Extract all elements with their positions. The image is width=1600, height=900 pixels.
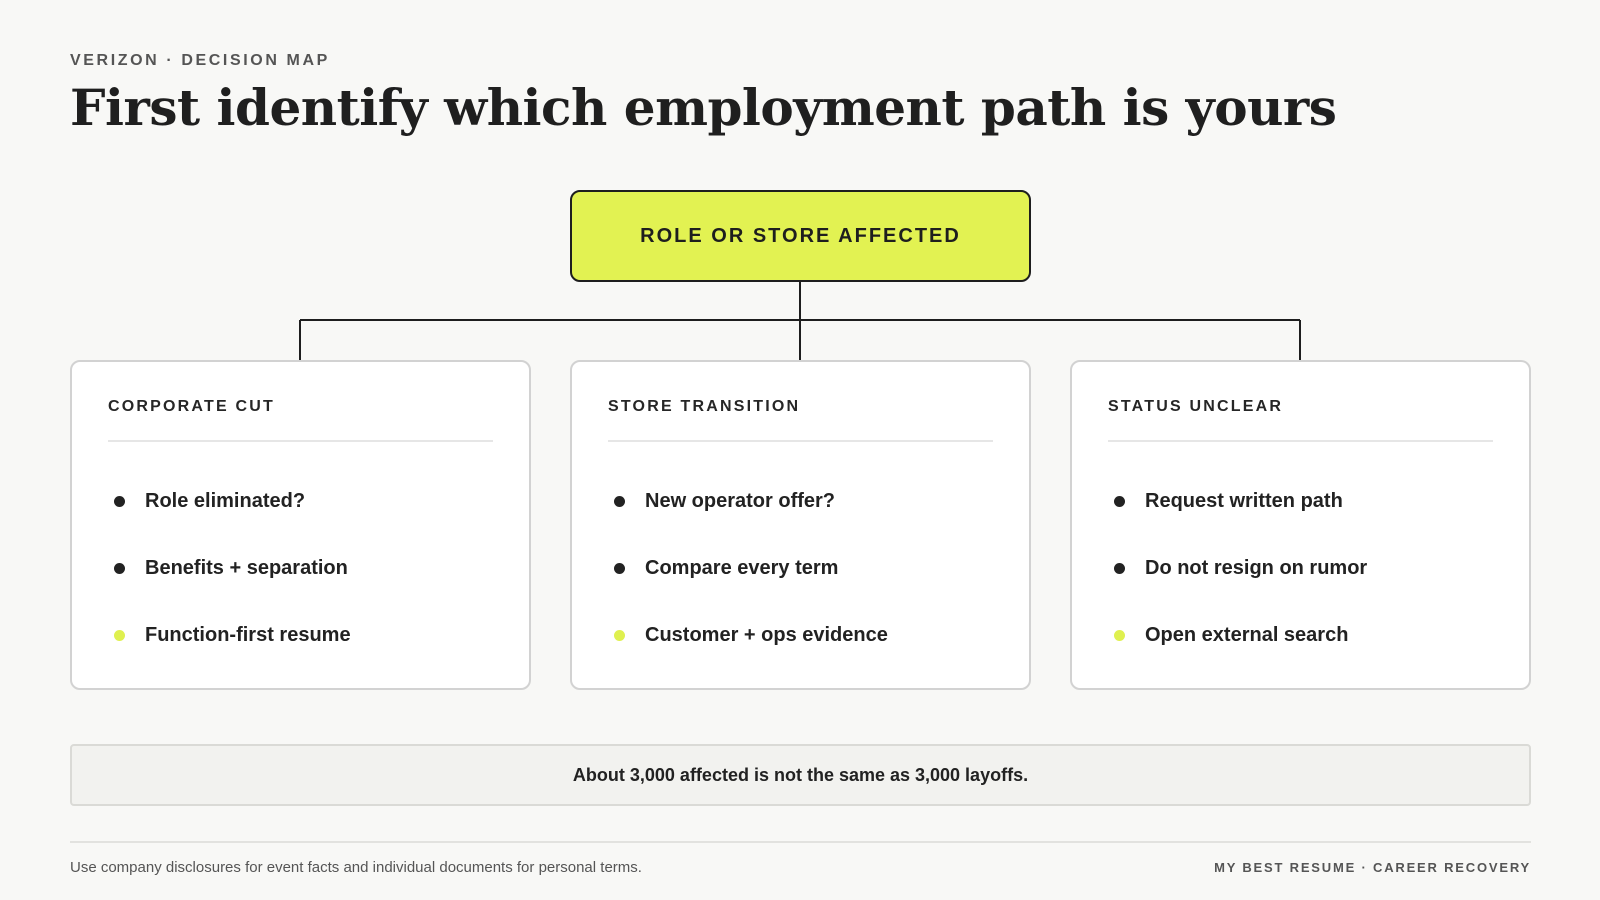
list-item — [108, 535, 493, 602]
list-item-label: Role eliminated? — [145, 490, 306, 512]
root-node: ROLE OR STORE AFFECTED — [570, 190, 1031, 282]
list-item — [1108, 535, 1493, 602]
list-item-label: Benefits + separation — [145, 557, 348, 579]
card-title: CORPORATE CUT — [108, 398, 493, 442]
list-item-label: Function-first resume — [145, 624, 351, 646]
list-item-label: Compare every term — [645, 557, 839, 579]
eyebrow-label: VERIZON · DECISION MAP — [70, 52, 330, 69]
list-item-label: New operator offer? — [645, 490, 836, 512]
bullet-dark-icon — [1114, 563, 1125, 574]
card-corporate-cut — [70, 360, 531, 690]
card-item-list — [108, 468, 493, 669]
card-title: STATUS UNCLEAR — [1108, 398, 1493, 442]
list-item — [1108, 602, 1493, 669]
footer-disclaimer: Use company disclosures for event facts and individual documents for personal terms. — [70, 859, 642, 876]
card-title: STORE TRANSITION — [608, 398, 993, 442]
card-item-list — [1108, 468, 1493, 669]
callout-note: About 3,000 affected is not the same as 3,000 layoffs. — [70, 744, 1531, 806]
list-item — [608, 602, 993, 669]
list-item — [608, 468, 993, 535]
card-status-unclear — [1070, 360, 1531, 690]
bullet-dark-icon — [614, 496, 625, 507]
bullet-accent-icon — [614, 630, 625, 641]
bullet-dark-icon — [114, 563, 125, 574]
card-store-transition — [570, 360, 1031, 690]
footer-divider — [70, 841, 1531, 843]
page-title: First identify which employment path is yours — [70, 78, 1337, 137]
bullet-accent-icon — [1114, 630, 1125, 641]
bullet-dark-icon — [114, 496, 125, 507]
list-item-label: Customer + ops evidence — [645, 624, 888, 646]
list-item-label: Do not resign on rumor — [1145, 557, 1368, 579]
bullet-dark-icon — [614, 563, 625, 574]
list-item — [608, 535, 993, 602]
list-item — [1108, 468, 1493, 535]
bullet-dark-icon — [1114, 496, 1125, 507]
bullet-accent-icon — [114, 630, 125, 641]
list-item-label: Open external search — [1145, 624, 1349, 646]
footer-brand: MY BEST RESUME · CAREER RECOVERY — [1214, 860, 1531, 875]
list-item-label: Request written path — [1145, 490, 1343, 512]
card-item-list — [608, 468, 993, 669]
list-item — [108, 602, 493, 669]
list-item — [108, 468, 493, 535]
